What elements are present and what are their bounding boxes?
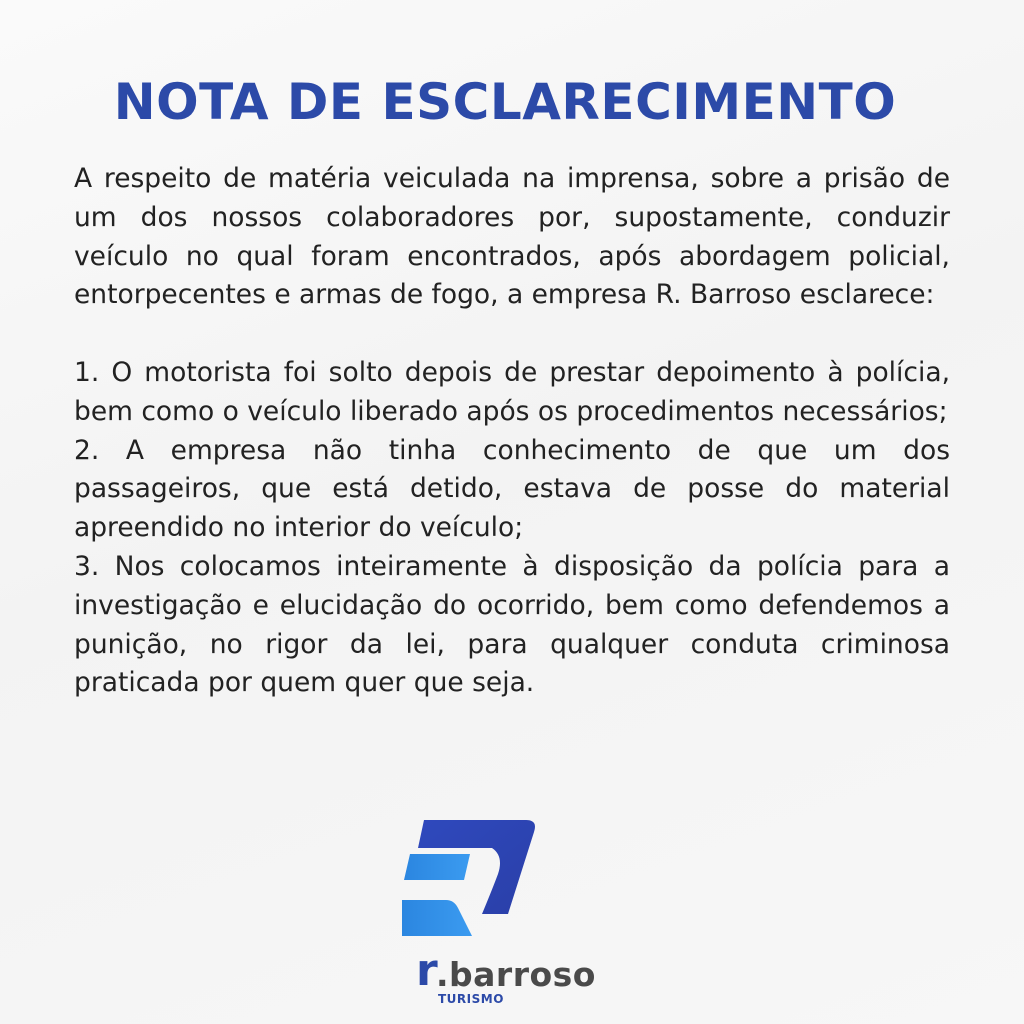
statement-item-3: 3. Nos colocamos inteiramente à disposição da polícia para a investigação e elucidação do ocorrido, bem como defendemos a punição, no rigor da lei, para qualquer conduta criminosa praticada por quem quer que seja.	[74, 550, 950, 699]
brand-letter: r	[416, 945, 438, 996]
statement-item-1: 1. O motorista foi solto depois de prestar depoimento à polícia, bem como o veículo liberado após os procedimentos necessários;	[74, 356, 950, 427]
statement-body	[74, 160, 950, 703]
brand-name: .barroso	[436, 955, 596, 994]
brand-wordmark	[416, 945, 616, 1012]
intro-paragraph: A respeito de matéria veiculada na imprensa, sobre a prisão de um dos nossos colaboradores por, supostamente, conduzir veículo no qual foram encontrados, após abordagem policial, entorpecentes e armas de fogo, a empresa R. Barroso esclarece:	[74, 163, 950, 311]
r-logo-icon	[396, 816, 538, 940]
paragraph-gap	[74, 315, 950, 354]
page-title: NOTA DE ESCLARECIMENTO	[113, 73, 897, 131]
brand-subtitle: TURISMO	[438, 992, 504, 1006]
statement-item-2: 2. A empresa não tinha conhecimento de que um dos passageiros, que está detido, estava de posse do material apreendido no interior do veículo;	[74, 434, 950, 544]
